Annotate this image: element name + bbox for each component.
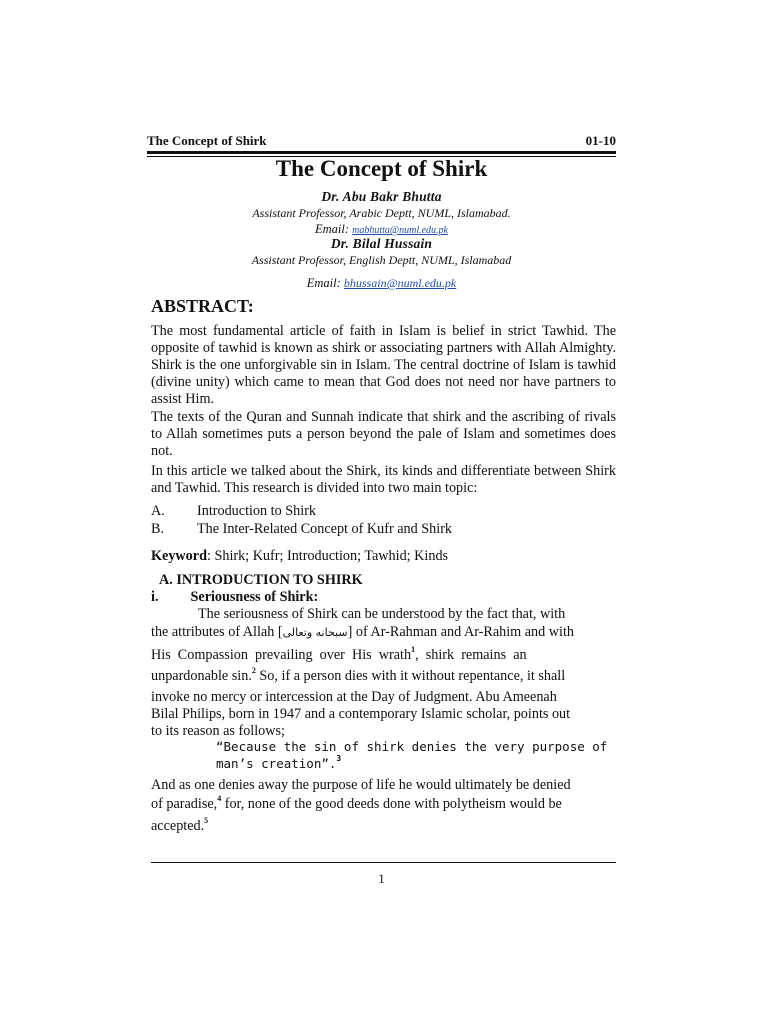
- body-line-5: invoke no mercy or intercession at the Day of Judgment. Abu Ameenah: [151, 689, 557, 705]
- body-text: His Compassion prevailing over His wrath: [151, 647, 412, 663]
- author-2-email-label: Email:: [306, 276, 341, 290]
- body-line-9: [151, 796, 616, 813]
- body-line-7: to its reason as follows;: [151, 723, 285, 739]
- quote-line-1: “Because the sin of shirk denies the very purpose of: [216, 739, 608, 754]
- author-2-affiliation: Assistant Professor, English Deptt, NUML, Islamabad: [251, 253, 512, 267]
- body-line-3: [151, 647, 616, 664]
- abstract-paragraph-3: In this article we talked about the Shirk, its kinds and differentiate between Shirk and Tawhid. This research is divided into two main topic:: [151, 463, 616, 496]
- section-heading: A. INTRODUCTION TO SHIRK: [159, 572, 363, 588]
- footer-rule: [151, 862, 616, 863]
- keywords-label: Keyword: [151, 548, 207, 564]
- author-2-name: Dr. Bilal Hussain: [330, 236, 433, 251]
- body-line-1: The seriousness of Shirk can be understood by the fact that, with: [198, 606, 566, 622]
- body-text: accepted.: [151, 818, 205, 834]
- author-1-email-label: Email:: [314, 222, 350, 236]
- footnote-ref[interactable]: 3: [336, 754, 342, 763]
- subsection-title: Seriousness of Shirk:: [190, 589, 319, 605]
- subsection-label: i.: [151, 589, 159, 605]
- quote-line-2: [216, 756, 341, 771]
- keywords-values: : Shirk; Kufr; Introduction; Tawhid; Kinds: [206, 548, 449, 564]
- author-1-affiliation: Assistant Professor, Arabic Deptt, NUML, Islamabad.: [252, 206, 511, 220]
- body-text: ] of Ar-Rahman and Ar-Rahim and with: [347, 624, 574, 640]
- list-item-text: Introduction to Shirk: [197, 503, 317, 519]
- page-number: 1: [378, 871, 385, 886]
- abstract-paragraph-1: The most fundamental article of faith in Islam is belief in strict Tawhid. The opposite of tawhid is known as shirk or associating partners with Allah Almighty. Shirk is the one unforgivable sin in Islam. The central doctrine of Islam is tawhid (divine unity) which came to mean that God does not need nor have partners to assist Him.: [151, 323, 616, 407]
- quote-text: man’s creation”.: [216, 756, 337, 771]
- body-text: So, if a person dies with it without repentance, it shall: [255, 668, 566, 684]
- header-page-range: 01-10: [585, 133, 616, 148]
- body-text: , shirk remains an: [415, 647, 527, 663]
- list-item-label: A.: [151, 503, 165, 519]
- keywords-line: [151, 548, 616, 565]
- list-item-label: B.: [151, 521, 165, 537]
- author-1-name: Dr. Abu Bakr Bhutta: [321, 189, 442, 204]
- author-1-email-line: [147, 222, 616, 237]
- body-line-2: [151, 624, 616, 641]
- footnote-ref[interactable]: 5: [204, 816, 209, 825]
- author-2-email-line: [147, 276, 616, 291]
- body-text: of paradise,: [151, 796, 218, 812]
- footnote-ref[interactable]: 4: [217, 794, 222, 803]
- body-line-8: And as one denies away the purpose of life he would ultimately be denied: [151, 777, 571, 793]
- body-line-10: [151, 818, 616, 835]
- paper-title: The Concept of Shirk: [275, 156, 488, 181]
- footnote-ref[interactable]: 2: [251, 666, 256, 675]
- footnote-ref[interactable]: 1: [411, 645, 416, 654]
- arabic-honorific: سبحانه وتعالى: [282, 626, 348, 639]
- abstract-paragraph-2: The texts of the Quran and Sunnah indicate that shirk and the ascribing of rivals to Allah sometimes puts a person beyond the pale of Islam and sometimes does not.: [151, 409, 616, 459]
- body-text: the attributes of Allah [: [151, 624, 283, 640]
- body-text: unpardonable sin.: [151, 668, 252, 684]
- author-1-email-link[interactable]: mabhutta@numl.edu.pk: [352, 225, 448, 236]
- body-text: for, none of the good deeds done with polytheism would be: [221, 796, 562, 812]
- author-2-email-link[interactable]: bhussain@numl.edu.pk: [343, 276, 457, 290]
- header-rule-thick: [147, 151, 616, 154]
- body-line-4: [151, 668, 616, 685]
- subsection-heading: [151, 589, 616, 606]
- list-item-text: The Inter-Related Concept of Kufr and Shirk: [197, 521, 453, 537]
- body-line-6: Bilal Philips, born in 1947 and a contemporary Islamic scholar, points out: [151, 706, 571, 722]
- abstract-heading: ABSTRACT:: [151, 296, 254, 316]
- header-title: The Concept of Shirk: [147, 133, 267, 148]
